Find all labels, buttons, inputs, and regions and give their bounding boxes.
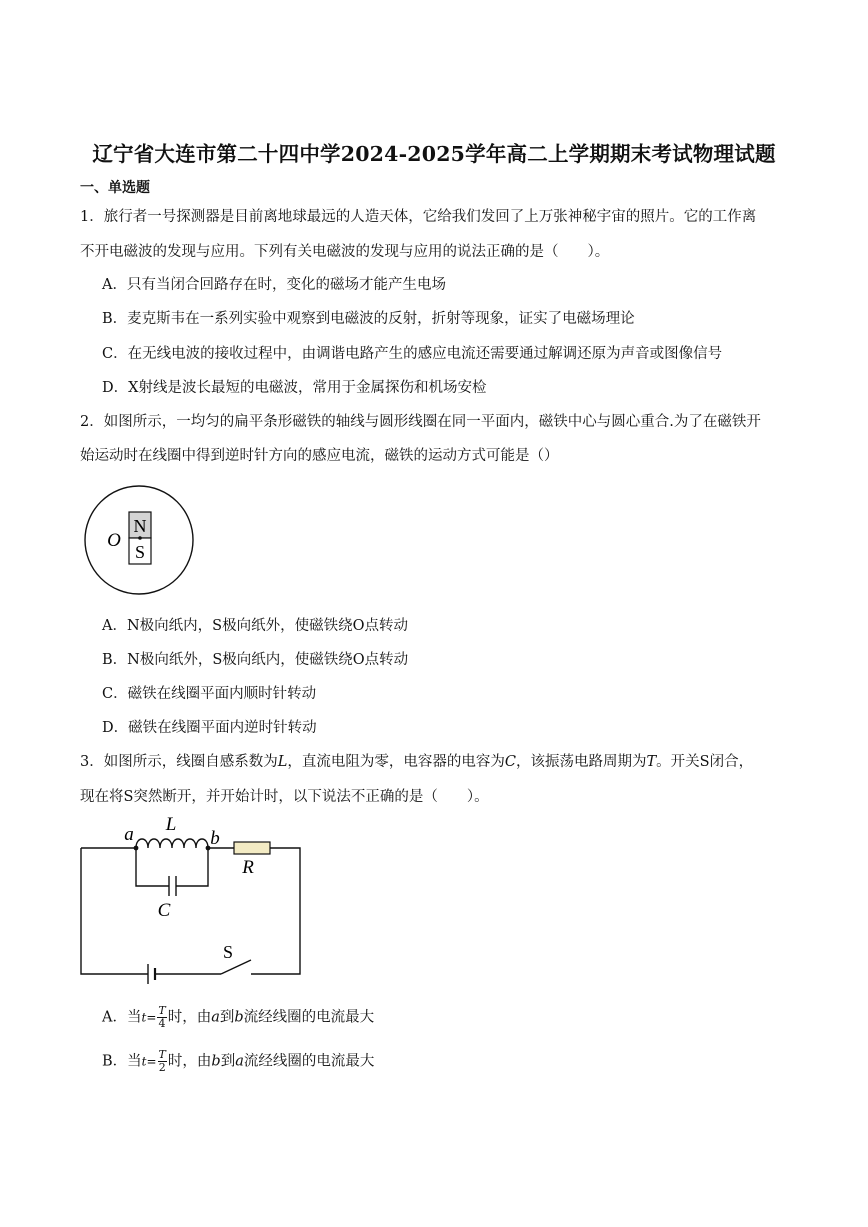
- magnet-n-label: N: [133, 516, 147, 536]
- wire-right: [251, 848, 300, 974]
- label-r: R: [242, 857, 254, 878]
- q3-stem-line2: 现在将S突然断开，并开始计时，以下说法不正确的是（ ）。: [80, 789, 489, 805]
- switch-blade: [221, 960, 251, 974]
- label-b: b: [210, 828, 220, 849]
- label-s: S: [222, 942, 234, 962]
- label-a: a: [124, 824, 134, 845]
- q3-option-b: B．当t= $\frac{T}{2}$ 时，由b到a流经线圈的电流最大: [102, 1048, 375, 1074]
- q1-option-a: A．只有当闭合回路存在时，变化的磁场才能产生电场: [102, 277, 446, 293]
- q1-option-b: B．麦克斯韦在一系列实验中观察到电磁波的反射，折射等现象，证实了电磁场理论: [102, 311, 635, 327]
- q1-option-c: C．在无线电波的接收过程中，由调谐电路产生的感应电流还需要通过解调还原为声音或图像信号: [102, 346, 723, 362]
- q3-option-a: A．当t= $\frac{T}{4}$ 时，由a到b流经线圈的电流最大: [102, 1004, 375, 1030]
- q2-option-a: A．N极向纸内，S极向纸外，使磁铁绕O点转动: [102, 618, 408, 634]
- magnet-s-label: S: [134, 542, 146, 562]
- q2-stem-line1: 2．如图所示，一均匀的扁平条形磁铁的轴线与圆形线圈在同一平面内，磁铁中心与圆心重合.为了在磁铁开: [80, 414, 761, 430]
- cap-wire-left: [136, 848, 169, 886]
- lc-circuit-diagram: [76, 812, 308, 988]
- center-point: [138, 536, 142, 540]
- q1-stem-line2: 不开电磁波的发现与应用。下列有关电磁波的发现与应用的说法正确的是（ ）。: [80, 244, 610, 260]
- page-title: 辽宁省大连市第二十四中学2024-2025学年高二上学期期末考试物理试题: [92, 142, 776, 166]
- label-c: C: [157, 900, 171, 921]
- center-o-label: O: [107, 530, 121, 551]
- section-heading: 一、单选题: [80, 180, 150, 196]
- q2-option-b: B．N极向纸外，S极向纸内，使磁铁绕O点转动: [102, 652, 409, 668]
- q2-option-d: D．磁铁在线圈平面内逆时针转动: [102, 720, 317, 736]
- q1-stem-line1: 1．旅行者一号探测器是目前离地球最远的人造天体，它给我们发回了上万张神秘宇宙的照片。它的工作离: [80, 209, 757, 225]
- wire-left: [81, 848, 148, 974]
- inductor-coil: [136, 839, 208, 848]
- magnet-coil-diagram: [80, 484, 200, 596]
- node-a: [134, 846, 139, 851]
- label-l: L: [165, 814, 177, 835]
- q2-stem-line2: 始运动时在线圈中得到逆时针方向的感应电流，磁铁的运动方式可能是（）: [80, 448, 559, 464]
- q1-option-d: D．X射线是波长最短的电磁波，常用于金属探伤和机场安检: [102, 380, 487, 396]
- q3-stem-line1: 3．如图所示，线圈自感系数为L，直流电阻为零，电容器的电容为C，该振荡电路周期为T。开关S闭合，: [80, 754, 754, 770]
- q2-option-c: C．磁铁在线圈平面内顺时针转动: [102, 686, 317, 702]
- cap-wire-right: [176, 848, 208, 886]
- resistor: [234, 842, 270, 854]
